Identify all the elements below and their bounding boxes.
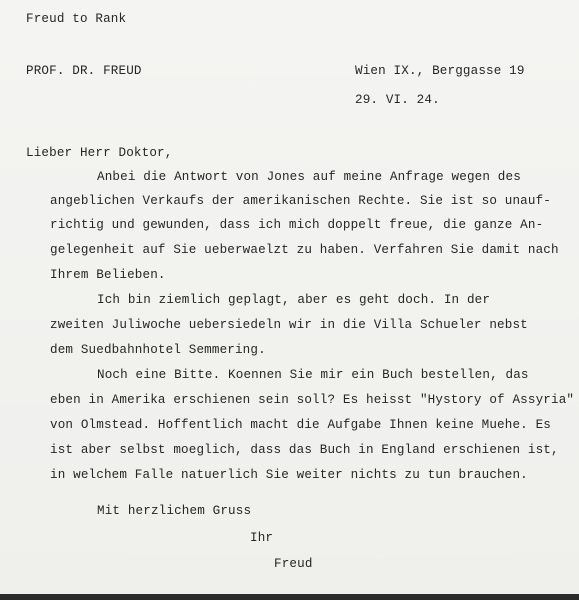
signoff: Ihr (250, 531, 274, 545)
signature: Freud (274, 557, 313, 571)
caption: Freud to Rank (26, 12, 127, 26)
body-line: richtig und gewunden, dass ich mich doppelt freue, die ganze An- (50, 218, 544, 232)
body-line: ist aber selbst moeglich, dass das Buch in England erschienen ist, (50, 443, 559, 457)
letterhead-sender: PROF. DR. FREUD (26, 64, 142, 78)
body-line: dem Suedbahnhotel Semmering. (50, 343, 266, 357)
letterhead-date: 29. VI. 24. (355, 93, 440, 107)
closing: Mit herzlichem Gruss (97, 504, 252, 518)
scan-edge (0, 594, 579, 600)
body-line: Ich bin ziemlich geplagt, aber es geht doch. In der (97, 293, 491, 307)
body-line: Anbei die Antwort von Jones auf meine Anfrage wegen des (97, 170, 521, 184)
body-line: Noch eine Bitte. Koennen Sie mir ein Buch bestellen, das (97, 368, 529, 382)
body-line: angeblichen Verkaufs der amerikanischen Rechte. Sie ist so unauf- (50, 194, 551, 208)
letterhead-address: Wien IX., Berggasse 19 (355, 64, 525, 78)
body-line: in welchem Falle natuerlich Sie weiter nichts zu tun brauchen. (50, 468, 528, 482)
body-line: gelegenheit auf Sie ueberwaelzt zu haben. Verfahren Sie damit nach (50, 243, 559, 257)
body-line: Ihrem Belieben. (50, 268, 166, 282)
body-line: eben in Amerika erschienen sein soll? Es heisst "Hystory of Assyria" (50, 393, 575, 407)
salutation: Lieber Herr Doktor, (26, 146, 173, 160)
body-line: von Olmstead. Hoffentlich macht die Aufgabe Ihnen keine Muehe. Es (50, 418, 551, 432)
body-line: zweiten Juliwoche uebersiedeln wir in die Villa Schueler nebst (50, 318, 528, 332)
